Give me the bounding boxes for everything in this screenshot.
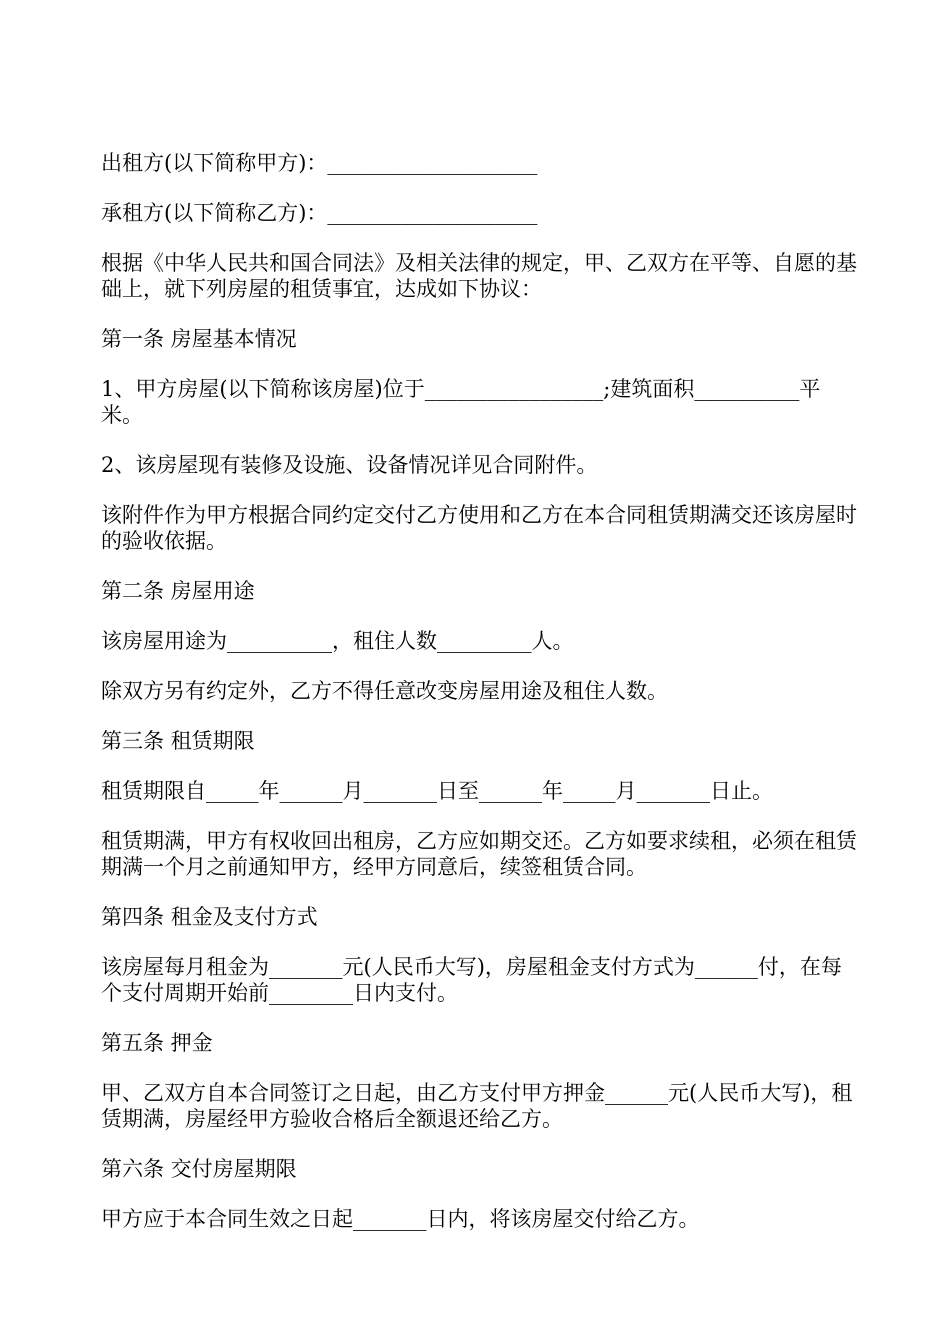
article-2-heading: 第二条 房屋用途 bbox=[101, 579, 255, 603]
article-2-clause-1: 该房屋用途为__________，租住人数_________人。 bbox=[101, 629, 574, 653]
lessor-line: 出租方(以下简称甲方)：____________________ bbox=[101, 151, 538, 175]
article-4-clause-1: 该房屋每月租金为_______元(人民币大写)，房屋租金支付方式为______付，在每个支付周期开始前________日内支付。 bbox=[101, 955, 842, 1005]
article-3-clause-2: 租赁期满，甲方有权收回出租房，乙方应如期交还。乙方如要求续租，必须在租赁期满一个月之前通知甲方，经甲方同意后，续签租赁合同。 bbox=[101, 829, 857, 879]
article-1-clause-2: 2、该房屋现有装修及设施、设备情况详见合同附件。 bbox=[101, 453, 598, 477]
article-1-note: 该附件作为甲方根据合同约定交付乙方使用和乙方在本合同租赁期满交还该房屋时的验收依据。 bbox=[101, 503, 857, 553]
lessee-line: 承租方(以下简称乙方)：____________________ bbox=[101, 201, 538, 225]
article-6-heading: 第六条 交付房屋期限 bbox=[101, 1157, 297, 1181]
article-2-clause-2: 除双方另有约定外，乙方不得任意改变房屋用途及租住人数。 bbox=[101, 679, 668, 703]
contract-body bbox=[101, 150, 861, 1256]
article-3-heading: 第三条 租赁期限 bbox=[101, 729, 255, 753]
article-5-heading: 第五条 押金 bbox=[101, 1031, 213, 1055]
article-4-heading: 第四条 租金及支付方式 bbox=[101, 905, 318, 929]
preamble: 根据《中华人民共和国合同法》及相关法律的规定，甲、乙双方在平等、自愿的基础上，就下列房屋的租赁事宜，达成如下协议： bbox=[101, 251, 857, 301]
article-1-heading: 第一条 房屋基本情况 bbox=[101, 327, 297, 351]
article-6-clause-1: 甲方应于本合同生效之日起_______日内，将该房屋交付给乙方。 bbox=[101, 1207, 700, 1231]
article-1-clause-1: 1、甲方房屋(以下简称该房屋)位于_________________;建筑面积__________平米。 bbox=[101, 377, 821, 427]
article-3-clause-1: 租赁期限自_____年______月_______日至______年_____月_______日止。 bbox=[101, 779, 773, 803]
article-5-clause-1: 甲、乙双方自本合同签订之日起，由乙方支付甲方押金______元(人民币大写)，租赁期满，房屋经甲方验收合格后全额退还给乙方。 bbox=[101, 1081, 853, 1131]
